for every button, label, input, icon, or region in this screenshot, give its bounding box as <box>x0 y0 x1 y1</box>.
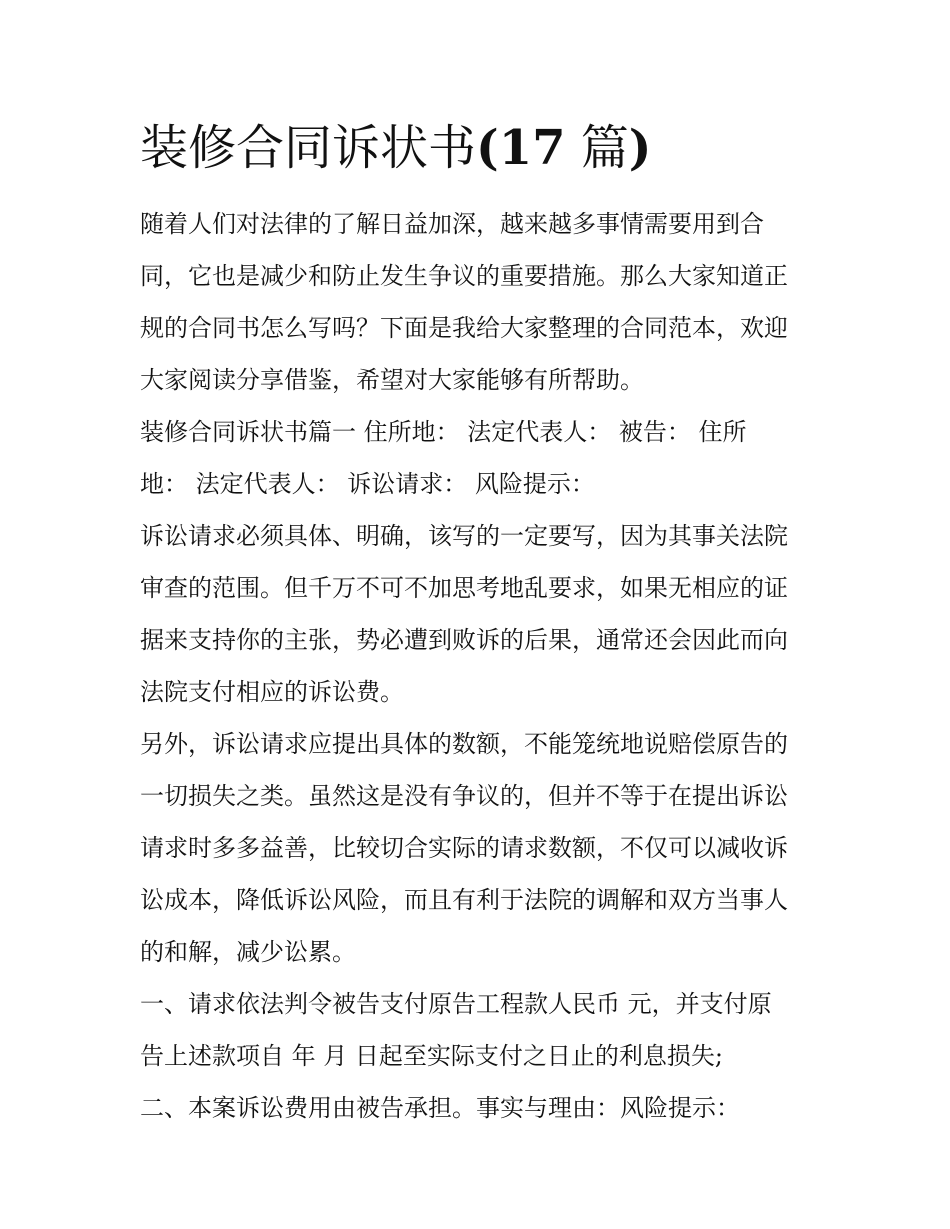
document-body <box>140 200 820 1136</box>
body-line: 同，它也是减少和防止发生争议的重要措施。那么大家知道正 <box>140 262 788 290</box>
body-line: 审查的范围。但千万不可不加思考地乱要求，如果无相应的证 <box>140 574 788 602</box>
body-line: 二、本案诉讼费用由被告承担。事实与理由：风险提示： <box>140 1094 740 1122</box>
body-line: 讼成本，降低诉讼风险，而且有利于法院的调解和双方当事人 <box>140 886 788 914</box>
body-line: 大家阅读分享借鉴，希望对大家能够有所帮助。 <box>140 366 644 394</box>
body-line: 据来支持你的主张，势必遭到败诉的后果，通常还会因此而向 <box>140 626 788 654</box>
page-title <box>140 118 652 178</box>
title-paren-open: ( <box>476 120 499 176</box>
body-line: 另外，诉讼请求应提出具体的数额，不能笼统地说赔偿原告的 <box>140 730 788 758</box>
body-line: 规的合同书怎么写吗？下面是我给大家整理的合同范本，欢迎 <box>140 314 788 342</box>
body-line: 地： 法定代表人： 诉讼请求： 风险提示： <box>140 470 595 498</box>
body-line: 一切损失之类。虽然这是没有争议的，但并不等于在提出诉讼 <box>140 782 788 810</box>
body-line: 请求时多多益善，比较切合实际的请求数额，不仅可以减收诉 <box>140 834 788 862</box>
body-line: 随着人们对法律的了解日益加深，越来越多事情需要用到合 <box>140 210 764 238</box>
body-line: 的和解，减少讼累。 <box>140 938 356 966</box>
body-line: 诉讼请求必须具体、明确，该写的一定要写，因为其事关法院 <box>140 522 788 550</box>
body-line: 一、请求依法判令被告支付原告工程款人民币 元，并支付原 <box>140 990 772 1018</box>
title-count: 17 <box>498 120 566 176</box>
title-main: 装修合同诉状书 <box>140 120 477 176</box>
title-paren-close: ) <box>628 120 652 176</box>
title-unit: 篇 <box>565 120 629 176</box>
body-line: 告上述款项自 年 月 日起至实际支付之日止的利息损失; <box>140 1042 723 1070</box>
body-line: 装修合同诉状书篇一 住所地： 法定代表人： 被告： 住所 <box>140 418 747 446</box>
body-line: 法院支付相应的诉讼费。 <box>140 678 404 706</box>
